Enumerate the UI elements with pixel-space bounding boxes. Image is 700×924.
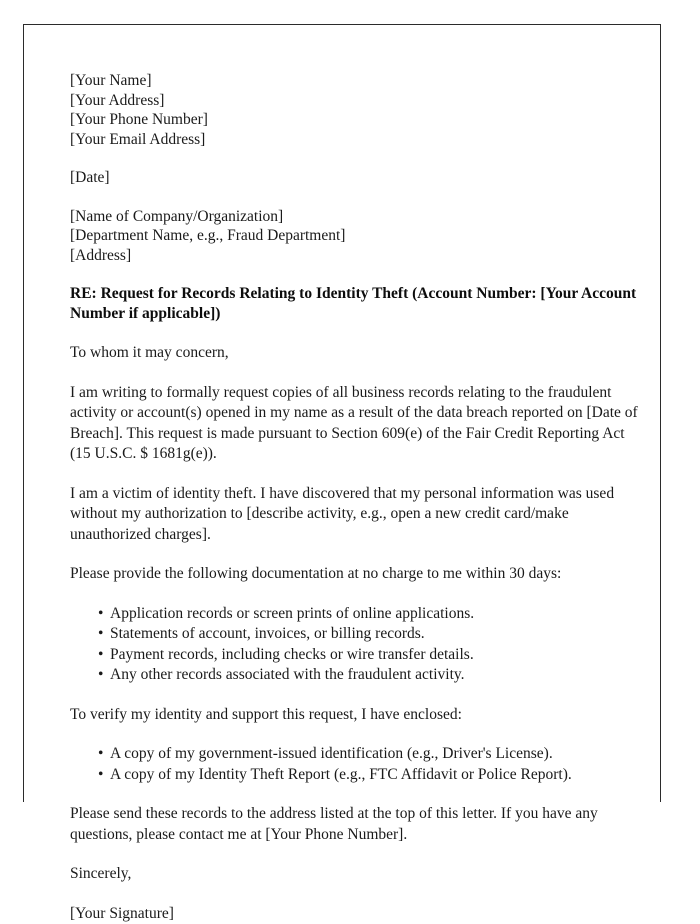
date-line: [Date] xyxy=(70,168,642,188)
sender-name: [Your Name] xyxy=(70,71,642,91)
list-item xyxy=(70,744,642,765)
bullet-icon: • xyxy=(98,744,103,765)
list-item-label: Application records or screen prints of online applications. xyxy=(110,605,474,622)
list-item xyxy=(70,665,642,686)
sender-address: [Your Address] xyxy=(70,91,642,111)
paragraph-victim-statement: I am a victim of identity theft. I have discovered that my personal information was used without my authorization to [describe activity, e.g., open a new credit card/make unauthorized charges]. xyxy=(70,484,642,546)
paragraph-request-intro: I am writing to formally request copies of all business records relating to the fraudulent activity or account(s) opened in my name as a result of the data breach reported on [Date of Breach]. This request is made pursuant to Section 609(e) of the Fair Credit Reporting Act (15 U.S.C. $ 1681g(e)). xyxy=(70,383,642,465)
bullet-icon: • xyxy=(98,624,103,645)
paragraph-documentation-intro: Please provide the following documentation at no charge to me within 30 days: xyxy=(70,564,642,585)
salutation: To whom it may concern, xyxy=(70,343,642,364)
list-item-label: Any other records associated with the fraudulent activity. xyxy=(110,666,465,683)
sender-email: [Your Email Address] xyxy=(70,130,642,150)
letter-body xyxy=(70,71,642,924)
list-item-label: Payment records, including checks or wire transfer details. xyxy=(110,646,474,663)
bullet-icon: • xyxy=(98,645,103,666)
bullet-icon: • xyxy=(98,604,103,625)
list-item xyxy=(70,604,642,625)
paragraph-closing-instructions: Please send these records to the address listed at the top of this letter. If you have any questions, please contact me at [Your Phone Number]. xyxy=(70,804,642,845)
sign-off: Sincerely, xyxy=(70,864,642,885)
letter-page-frame xyxy=(23,24,661,802)
subject-line: RE: Request for Records Relating to Identity Theft (Account Number: [Your Account Number if applicable]) xyxy=(70,284,642,324)
requested-documents-list xyxy=(70,604,642,686)
date-block xyxy=(70,168,642,188)
list-item-label: A copy of my government-issued identification (e.g., Driver's License). xyxy=(110,745,553,762)
list-item-label: A copy of my Identity Theft Report (e.g., FTC Affidavit or Police Report). xyxy=(110,766,572,783)
sender-phone: [Your Phone Number] xyxy=(70,110,642,130)
signature-line: [Your Signature] xyxy=(70,904,642,924)
recipient-company: [Name of Company/Organization] xyxy=(70,207,642,227)
list-item xyxy=(70,765,642,786)
bullet-icon: • xyxy=(98,665,103,686)
bullet-icon: • xyxy=(98,765,103,786)
enclosed-documents-list xyxy=(70,744,642,785)
recipient-department: [Department Name, e.g., Fraud Department] xyxy=(70,226,642,246)
recipient-address: [Address] xyxy=(70,246,642,266)
list-item xyxy=(70,624,642,645)
list-item xyxy=(70,645,642,666)
sender-address-block xyxy=(70,71,642,149)
list-item-label: Statements of account, invoices, or billing records. xyxy=(110,625,425,642)
recipient-address-block xyxy=(70,207,642,266)
paragraph-verification-intro: To verify my identity and support this request, I have enclosed: xyxy=(70,705,642,726)
